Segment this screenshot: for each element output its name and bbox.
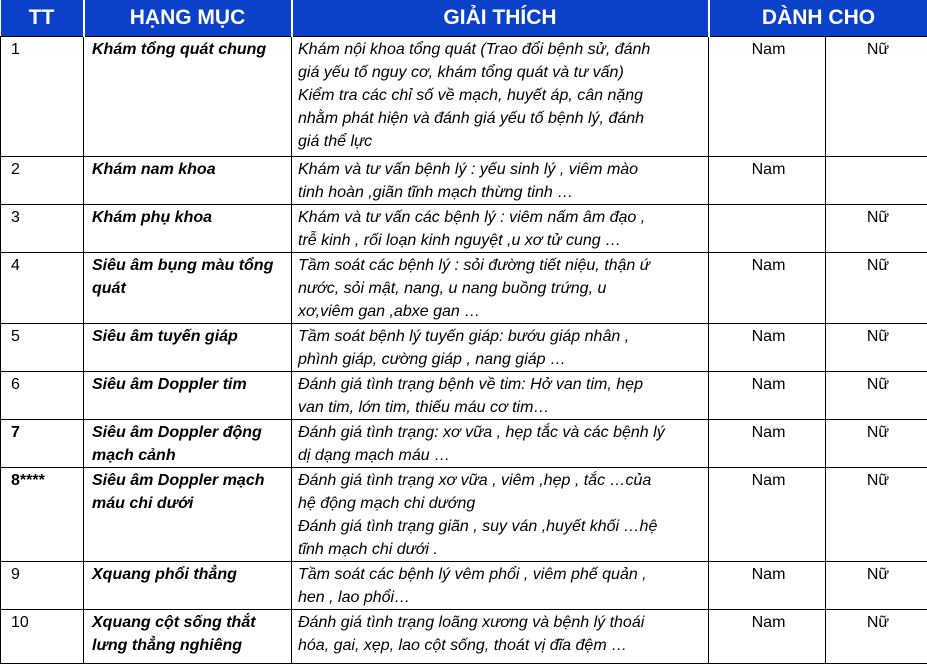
explanation-line: Tầm soát các bệnh lý vêm phổi , viêm phế quản , xyxy=(298,563,705,586)
table-row xyxy=(1,610,927,664)
explanation-cell xyxy=(292,562,709,610)
category-line: lưng thẳng nghiêng xyxy=(92,634,288,657)
row-number: 1 xyxy=(1,37,84,157)
female-cell: Nữ xyxy=(826,253,927,324)
female-cell: Nữ xyxy=(826,610,927,664)
table-row xyxy=(1,37,927,157)
category-line: Xquang phổi thẳng xyxy=(92,563,288,586)
female-cell: Nữ xyxy=(826,37,927,157)
explanation-line: van tim, lớn tim, thiếu máu cơ tim… xyxy=(298,396,705,419)
category-cell xyxy=(84,324,292,372)
explanation-cell xyxy=(292,37,709,157)
category-line: Khám nam khoa xyxy=(92,158,288,181)
female-cell: Nữ xyxy=(826,205,927,253)
male-cell: Nam xyxy=(709,420,826,468)
row-number: 5 xyxy=(1,324,84,372)
category-line: Xquang cột sống thắt xyxy=(92,611,288,634)
category-line: Khám tổng quát chung xyxy=(92,38,288,61)
category-line: Siêu âm bụng màu tổng xyxy=(92,254,288,277)
category-cell xyxy=(84,205,292,253)
female-cell: Nữ xyxy=(826,420,927,468)
explanation-line: Khám nội khoa tổng quát (Trao đổi bệnh sử, đánh xyxy=(298,38,705,61)
table-row xyxy=(1,468,927,562)
category-cell xyxy=(84,420,292,468)
explanation-cell xyxy=(292,610,709,664)
table-row xyxy=(1,420,927,468)
explanation-line: hen , lao phổi… xyxy=(298,586,705,609)
row-number: 7 xyxy=(1,420,84,468)
male-cell: Nam xyxy=(709,372,826,420)
explanation-line: trễ kinh , rối loạn kinh nguyệt ,u xơ tử cung … xyxy=(298,229,705,252)
explanation-line: xơ,viêm gan ,abxe gan … xyxy=(298,300,705,323)
header-category: HẠNG MỤC xyxy=(84,0,292,37)
explanation-cell xyxy=(292,253,709,324)
row-number: 2 xyxy=(1,157,84,205)
category-cell xyxy=(84,253,292,324)
explanation-line: Kiểm tra các chỉ số về mạch, huyết áp, cân nặng xyxy=(298,84,705,107)
category-cell xyxy=(84,610,292,664)
category-line: Khám phụ khoa xyxy=(92,206,288,229)
explanation-line: hệ động mạch chi dướng xyxy=(298,492,705,515)
row-number: 10 xyxy=(1,610,84,664)
explanation-line: Đánh giá tình trạng loãng xương và bệnh lý thoái xyxy=(298,611,705,634)
explanation-line: Đánh giá tình trạng xơ vữa , viêm ,hẹp , tắc …của xyxy=(298,469,705,492)
row-number: 6 xyxy=(1,372,84,420)
male-cell: Nam xyxy=(709,253,826,324)
explanation-line: dị dạng mạch máu … xyxy=(298,444,705,467)
row-number: 4 xyxy=(1,253,84,324)
table-row xyxy=(1,324,927,372)
explanation-line: giá yếu tố nguy cơ, khám tổng quát và tư vấn) xyxy=(298,61,705,84)
male-cell: Nam xyxy=(709,562,826,610)
female-cell xyxy=(826,157,927,205)
category-line: máu chi dưới xyxy=(92,492,288,515)
category-cell xyxy=(84,468,292,562)
category-line: Siêu âm tuyến giáp xyxy=(92,325,288,348)
row-number: 3 xyxy=(1,205,84,253)
female-cell: Nữ xyxy=(826,372,927,420)
explanation-cell xyxy=(292,157,709,205)
explanation-line: phình giáp, cường giáp , nang giáp … xyxy=(298,348,705,371)
header-tt: TT xyxy=(1,0,84,37)
table-row xyxy=(1,372,927,420)
explanation-line: Tầm soát các bệnh lý : sỏi đường tiết niệu, thận ứ xyxy=(298,254,705,277)
table-row xyxy=(1,253,927,324)
row-number: 9 xyxy=(1,562,84,610)
category-cell xyxy=(84,157,292,205)
explanation-line: Tầm soát bệnh lý tuyến giáp: bướu giáp nhân , xyxy=(298,325,705,348)
category-cell xyxy=(84,37,292,157)
explanation-line: Đánh giá tình trạng: xơ vữa , hẹp tắc và các bệnh lý xyxy=(298,421,705,444)
male-cell: Nam xyxy=(709,157,826,205)
table-row xyxy=(1,562,927,610)
explanation-cell xyxy=(292,420,709,468)
explanation-line: Đánh giá tình trạng giãn , suy ván ,huyết khối …hệ xyxy=(298,515,705,538)
category-line: quát xyxy=(92,277,288,300)
explanation-line: nhằm phát hiện và đánh giá yếu tố bệnh lý, đánh xyxy=(298,107,705,130)
table-row xyxy=(1,205,927,253)
explanation-cell xyxy=(292,324,709,372)
female-cell: Nữ xyxy=(826,562,927,610)
explanation-cell xyxy=(292,372,709,420)
category-line: mạch cảnh xyxy=(92,444,288,467)
header-for: DÀNH CHO xyxy=(709,0,927,37)
explanation-line: nước, sỏi mật, nang, u nang buồng trứng, u xyxy=(298,277,705,300)
male-cell: Nam xyxy=(709,610,826,664)
explanation-line: giá thể lực xyxy=(298,130,705,153)
header-row xyxy=(1,0,927,37)
category-line: Siêu âm Doppler động xyxy=(92,421,288,444)
category-line: Siêu âm Doppler tim xyxy=(92,373,288,396)
explanation-cell xyxy=(292,205,709,253)
row-number: 8**** xyxy=(1,468,84,562)
table-row xyxy=(1,157,927,205)
explanation-line: Khám và tư vấn bệnh lý : yếu sinh lý , viêm mào xyxy=(298,158,705,181)
explanation-line: hóa, gai, xẹp, lao cột sống, thoát vị đĩa đệm … xyxy=(298,634,705,657)
header-explanation: GIẢI THÍCH xyxy=(292,0,709,37)
category-line: Siêu âm Doppler mạch xyxy=(92,469,288,492)
category-cell xyxy=(84,372,292,420)
male-cell: Nam xyxy=(709,468,826,562)
explanation-line: Khám và tư vấn các bệnh lý : viêm nấm âm đạo , xyxy=(298,206,705,229)
explanation-cell xyxy=(292,468,709,562)
male-cell: Nam xyxy=(709,324,826,372)
male-cell: Nam xyxy=(709,37,826,157)
explanation-line: tinh hoàn ,giãn tĩnh mạch thừng tinh … xyxy=(298,181,705,204)
male-cell xyxy=(709,205,826,253)
female-cell: Nữ xyxy=(826,468,927,562)
female-cell: Nữ xyxy=(826,324,927,372)
explanation-line: Đánh giá tình trạng bệnh về tim: Hở van tim, hẹp xyxy=(298,373,705,396)
category-cell xyxy=(84,562,292,610)
explanation-line: tĩnh mạch chi dưới . xyxy=(298,538,705,561)
